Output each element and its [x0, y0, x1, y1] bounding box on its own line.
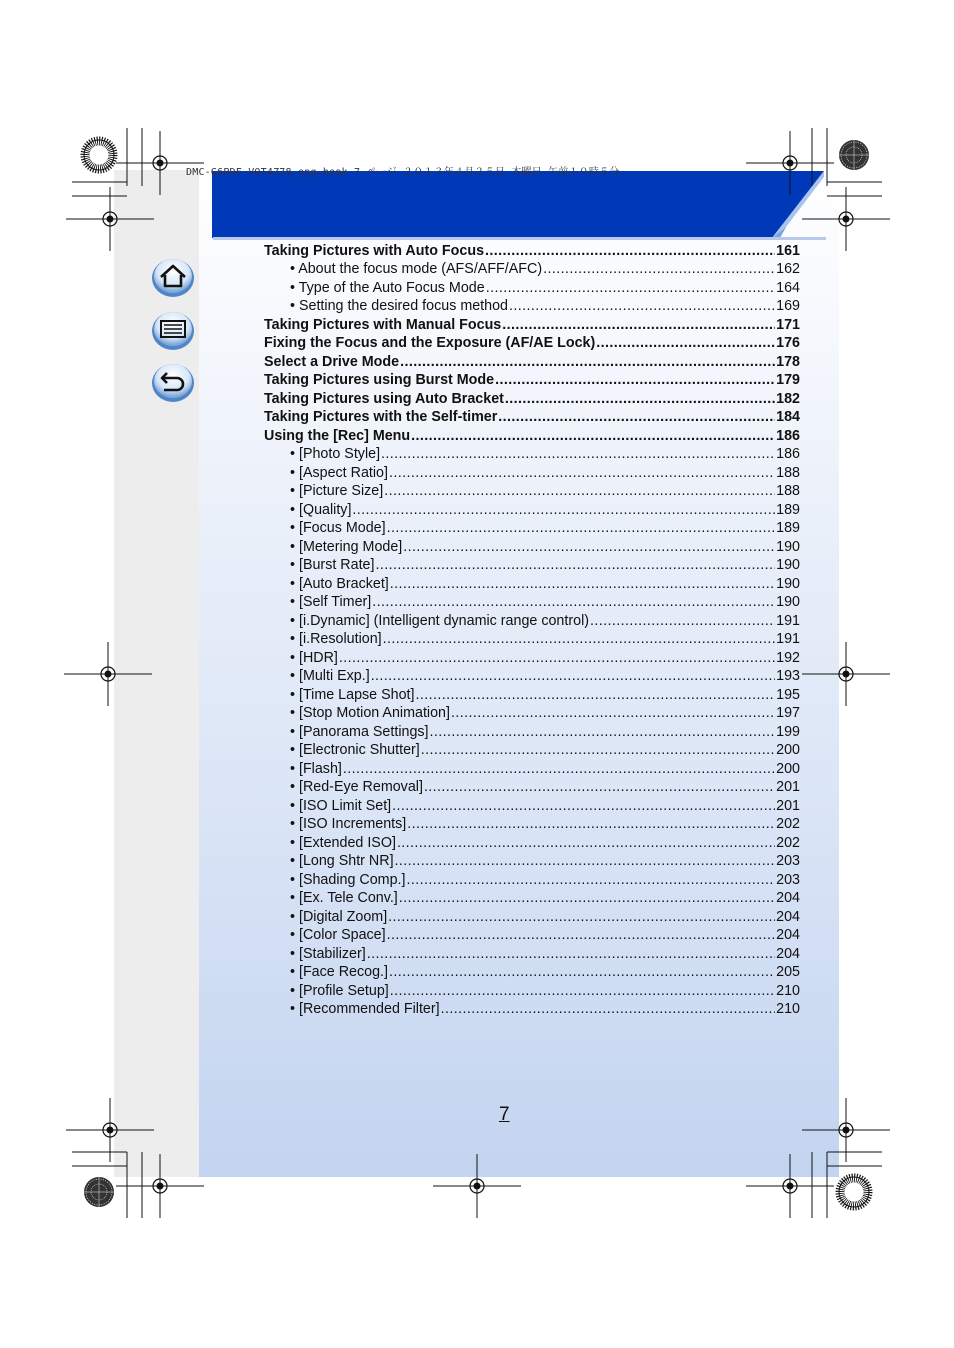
toc-entry-title: • [Long Shtr NR] — [290, 853, 394, 869]
toc-entry-title: • [ISO Limit Set] — [290, 797, 392, 814]
toc-entry-page: 200 — [776, 760, 800, 777]
toc-entry-title: • [Auto Bracket] — [290, 575, 389, 592]
toc-entry-title: • [Extended ISO] — [290, 834, 396, 851]
toc-entry-page: 192 — [776, 649, 800, 666]
toc-entry-title: • [Aspect Ratio] — [290, 464, 388, 481]
toc-entry-title: • [Self Timer] — [290, 594, 372, 610]
toc-entry-page: 164 — [776, 279, 800, 296]
toc-entry-title: Select a Drive Mode — [264, 353, 400, 370]
toc-entry-title: • [i.Resolution] — [290, 631, 382, 647]
toc-entry-title: • [Red-Eye Removal] — [290, 779, 423, 795]
toc-entry-title: • [i.Dynamic] (Intelligent dynamic range control) — [290, 612, 590, 629]
toc-entry-page: 188 — [776, 483, 800, 499]
toc-entry-page: 203 — [776, 853, 800, 869]
toc-entry-title: • [Ex. Tele Conv.] — [290, 890, 398, 906]
toc-entry-page: 161 — [776, 242, 800, 259]
toc-entry-title: • [Electronic Shutter] — [290, 742, 420, 758]
toc-entry-page: 199 — [776, 723, 800, 740]
toc-entry-title: • [Stop Motion Animation] — [290, 705, 450, 721]
toc-entry-title: • [Digital Zoom] — [290, 908, 388, 925]
toc-entry-title: • About the focus mode (AFS/AFF/AFC) — [290, 261, 543, 277]
toc-entry-title: • [Burst Rate] — [290, 557, 375, 573]
toc-entry-title: • [Shading Comp.] — [290, 871, 406, 888]
toc-entry-title: Taking Pictures with Auto Focus — [264, 242, 485, 259]
toc-entry-title: Taking Pictures using Burst Mode — [264, 372, 495, 388]
toc-entry-page: 204 — [776, 890, 800, 906]
toc-entry-page: 190 — [776, 557, 800, 573]
toc-entry-title: Taking Pictures using Auto Bracket — [264, 390, 504, 407]
toc-entry-title: • [Color Space] — [290, 927, 386, 943]
page-number: 7 — [499, 1104, 510, 1125]
toc-entry-page: 210 — [776, 982, 800, 999]
toc-entry-page: 186 — [776, 446, 800, 462]
toc-entry-title: • [Metering Mode] — [290, 538, 403, 555]
toc-entry-page: 204 — [776, 908, 800, 925]
toc-entry-title: Using the [Rec] Menu — [264, 427, 411, 444]
toc-entry-page: 176 — [776, 335, 800, 351]
toc-entry-page: 171 — [776, 316, 800, 333]
toc-entry-title: • [Picture Size] — [290, 483, 384, 499]
toc-entry-title: Taking Pictures with Manual Focus — [264, 316, 502, 333]
toc-entry-page: 197 — [776, 705, 800, 721]
toc-entry-title: • [Profile Setup] — [290, 982, 389, 999]
toc-entry-title: • [Flash] — [290, 760, 342, 777]
toc-entry-title: • [Stabilizer] — [290, 945, 366, 962]
toc-entry-page: 186 — [776, 427, 800, 444]
toc-entry-page: 210 — [776, 1001, 800, 1017]
toc-entry-title: • [Recommended Filter] — [290, 1001, 440, 1017]
print-header: DMC-G6PDF-VQT4Z78_eng.book 7 ページ ２０１３年４月２５日 木曜日 午前１０時５分 — [186, 167, 620, 178]
toc-entry-title: Fixing the Focus and the Exposure (AF/AE Lock) — [264, 335, 596, 351]
toc-entry-page: 190 — [776, 538, 800, 555]
toc-entry-title: • [Photo Style] — [290, 446, 381, 462]
toc-entry-page: 201 — [776, 779, 800, 795]
toc-entry-title: • Setting the desired focus method — [290, 298, 508, 314]
toc-entry-page: 179 — [776, 372, 800, 388]
toc-entry-page: 189 — [776, 501, 800, 518]
toc-entry-page: 202 — [776, 834, 800, 851]
toc-entry-page: 188 — [776, 464, 800, 481]
toc-entry-page: 202 — [776, 816, 800, 832]
toc-entry-page: 182 — [776, 390, 800, 407]
toc-entry-title: • [Quality] — [290, 501, 352, 518]
toc-entry-page: 205 — [776, 964, 800, 980]
toc-entry-page: 189 — [776, 520, 800, 536]
toc-entry-title: • Type of the Auto Focus Mode — [290, 279, 485, 296]
toc-entry-page: 169 — [776, 298, 800, 314]
toc-entry-page: 191 — [776, 631, 800, 647]
toc-entry-title: • [Face Recog.] — [290, 964, 388, 980]
toc-entry-page: 190 — [776, 575, 800, 592]
toc-entry-page: 162 — [776, 261, 800, 277]
toc-entry-title: • [Time Lapse Shot] — [290, 686, 415, 703]
toc-entry-title: • [Focus Mode] — [290, 520, 386, 536]
toc-entry-page: 203 — [776, 871, 800, 888]
toc-entry-page: 184 — [776, 409, 800, 425]
toc-entry-page: 190 — [776, 594, 800, 610]
toc-entry-title: • [Panorama Settings] — [290, 723, 429, 740]
toc-entry-title: • [Multi Exp.] — [290, 668, 370, 684]
toc-entry-page: 200 — [776, 742, 800, 758]
toc-entry-page: 201 — [776, 797, 800, 814]
toc-entry-title: • [HDR] — [290, 649, 338, 666]
toc-entry-page: 204 — [776, 945, 800, 962]
toc-entry-title: Taking Pictures with the Self-timer — [264, 409, 498, 425]
toc-entry-title: • [ISO Increments] — [290, 816, 407, 832]
toc-entry-page: 178 — [776, 353, 800, 370]
toc-entry-page: 193 — [776, 668, 800, 684]
toc-entry-page: 191 — [776, 612, 800, 629]
toc-entry-page: 204 — [776, 927, 800, 943]
toc-entry-page: 195 — [776, 686, 800, 703]
